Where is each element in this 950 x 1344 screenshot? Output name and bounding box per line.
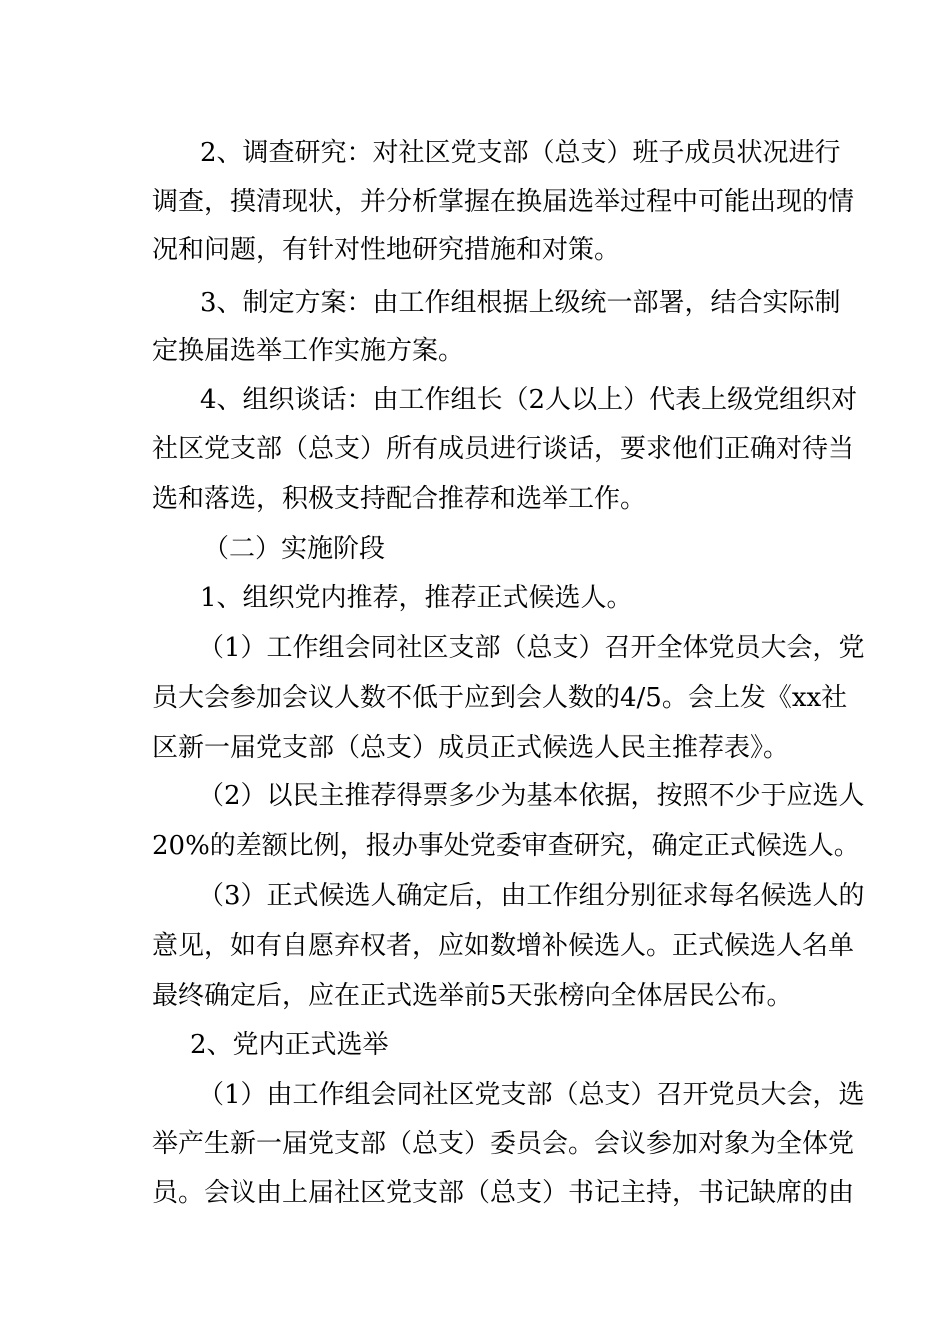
text-line: 1、组织党内推荐，推荐正式候选人。: [200, 583, 633, 613]
text-line: 3、制定方案：由工作组根据上级统一部署，结合实际制: [200, 288, 841, 318]
text-line: 社区党支部（总支）所有成员进行谈话，要求他们正确对待当: [152, 434, 855, 464]
text-line: 选和落选，积极支持配合推荐和选举工作。: [152, 484, 647, 514]
text-line: 举产生新一届党支部（总支）委员会。会议参加对象为全体党: [152, 1129, 855, 1159]
text-line: （1）由工作组会同社区党支部（总支）召开党员大会，选: [198, 1080, 865, 1110]
text-line: （2）以民主推荐得票多少为基本依据，按照不少于应选人: [198, 781, 865, 811]
text-line: 4、组织谈话：由工作组长（2人以上）代表上级党组织对: [200, 385, 858, 415]
text-line: 区新一届党支部（总支）成员正式候选人民主推荐表》。: [152, 733, 790, 763]
text-line: 况和问题，有针对性地研究措施和对策。: [152, 235, 621, 265]
section-heading: （二）实施阶段: [203, 534, 386, 564]
text-line: 调查，摸清现状，并分析掌握在换届选举过程中可能出现的情: [152, 187, 855, 217]
text-line: 最终确定后，应在正式选举前5天张榜向全体居民公布。: [152, 981, 793, 1011]
section-heading: 2、党内正式选举: [190, 1030, 389, 1060]
text-line: （3）正式候选人确定后，由工作组分别征求每名候选人的: [198, 881, 865, 911]
text-line: 定换届选举工作实施方案。: [152, 336, 465, 366]
text-line: 意见，如有自愿弃权者，应如数增补候选人。正式候选人名单: [152, 931, 855, 961]
text-line: 员。会议由上届社区党支部（总支）书记主持，书记缺席的由: [152, 1178, 855, 1208]
text-line: 2、调查研究：对社区党支部（总支）班子成员状况进行: [200, 138, 841, 168]
text-line: （1）工作组会同社区支部（总支）召开全体党员大会，党: [198, 633, 865, 663]
text-line: 员大会参加会议人数不低于应到会人数的4/5。会上发《xx社: [152, 683, 848, 713]
text-line: 20%的差额比例，报办事处党委审查研究，确定正式候选人。: [152, 831, 860, 861]
